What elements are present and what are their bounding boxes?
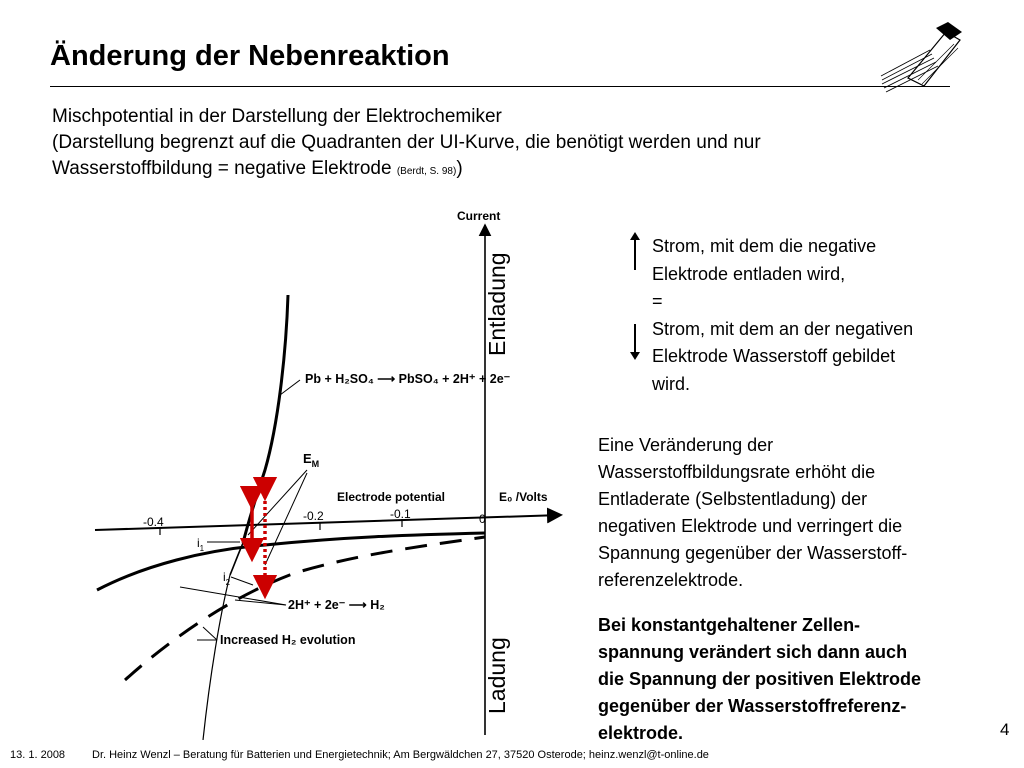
pb-oxidation-curve (243, 295, 288, 543)
pb-reaction-label: Pb + H₂SO₄ ⟶ PbSO₄ + 2H⁺ + 2e⁻ (305, 372, 511, 386)
right-text-explanation (598, 432, 1008, 594)
x-axis-label: Electrode potential (337, 490, 446, 504)
i1-label: $i_1$ (197, 536, 205, 553)
subtitle-line-3 (52, 156, 761, 185)
text2-line6: referenzelektrode. (598, 570, 744, 590)
slide-title: Änderung der Nebenreaktion (50, 40, 450, 72)
leader-h2-1 (180, 587, 286, 605)
subtitle-line-1: Mischpotential in der Darstellung der Elektrochemiker (52, 106, 502, 127)
company-logo-icon (878, 18, 968, 98)
footer-date: 13. 1. 2008 (10, 749, 66, 761)
leader-increased-1 (203, 627, 217, 640)
subtitle-close-paren: ) (456, 158, 463, 179)
text3-line4: gegenüber der Wasserstoffreferenz- (598, 696, 907, 716)
increased-h2-label: Increased H₂ evolution (220, 633, 356, 647)
leader-em-1 (248, 470, 307, 535)
text1-line2: Elektrode entladen wird, (652, 263, 846, 284)
label-ladung: Ladung (484, 637, 510, 714)
h2-evolution-curve (97, 533, 485, 590)
em-label: $E_M$ (303, 451, 320, 469)
h2-reaction-label: 2H⁺ + 2e⁻ ⟶ H₂ (288, 598, 385, 612)
i2-label: $i_2$ (223, 570, 231, 587)
arrow-up-head (630, 232, 640, 240)
text2-line1: Eine Veränderung der (598, 435, 774, 455)
text2-line3: Entladerate (Selbstentladung) der (598, 489, 868, 509)
tick-label-minus-0-2: -0.2 (303, 509, 324, 523)
subtitle-reference: (Berdt, S. 98) (396, 166, 457, 177)
tick-label-zero: 0 (479, 512, 486, 526)
text1-line3: = (652, 291, 663, 311)
tick-label-minus-0-4: -0.4 (143, 515, 164, 529)
page-number: 4 (1000, 720, 1010, 739)
x-axis-unit: E₀ /Volts (499, 490, 548, 504)
text2-line5: Spannung gegenüber der Wasserstoff- (598, 543, 908, 563)
thin-cross-curve (203, 575, 230, 740)
text3-line5: elektrode. (598, 723, 684, 743)
text1-line4: Strom, mit dem an der negativen (652, 318, 914, 339)
right-text-conclusion (598, 612, 1013, 747)
tick-label-minus-0-1: -0.1 (390, 507, 411, 521)
subtitle-line-2: (Darstellung begrenzt auf die Quadranten der UI-Kurve, die benötigt werden und nur (52, 132, 761, 153)
direction-arrows (625, 232, 645, 362)
footer-text: Dr. Heinz Wenzl – Beratung für Batterien und Energietechnik; Am Bergwäldchen 27, 37520 Osterode; heinz.wenzl@t-online.de (92, 749, 709, 761)
footer (10, 749, 709, 761)
leader-em-2 (265, 473, 307, 565)
text3-line1: Bei konstantgehaltener Zellen- (598, 615, 861, 635)
text3-line3: die Spannung der positiven Elektrode (598, 669, 922, 689)
subtitle-line-3-text: Wasserstoffbildung = negative Elektrode (52, 158, 392, 179)
title-divider (50, 86, 950, 87)
text1-line1: Strom, mit dem die negative (652, 236, 877, 256)
label-entladung: Entladung (484, 252, 510, 356)
arrow-down-head (630, 352, 640, 360)
leader-pb-reaction (280, 380, 300, 395)
y-axis-label: Current (457, 209, 501, 223)
text3-line2: spannung verändert sich dann auch (598, 642, 908, 662)
text2-line2: Wasserstoffbildungsrate erhöht die (598, 462, 876, 482)
text1-line5: Elektrode Wasserstoff gebildet (652, 346, 896, 366)
potential-axis (95, 515, 561, 530)
right-text-current (652, 233, 1002, 398)
leader-i2 (231, 577, 253, 585)
subtitle-block (52, 104, 761, 185)
text1-line6: wird. (652, 373, 691, 394)
text2-line4: negativen Elektrode und verringert die (598, 516, 903, 536)
